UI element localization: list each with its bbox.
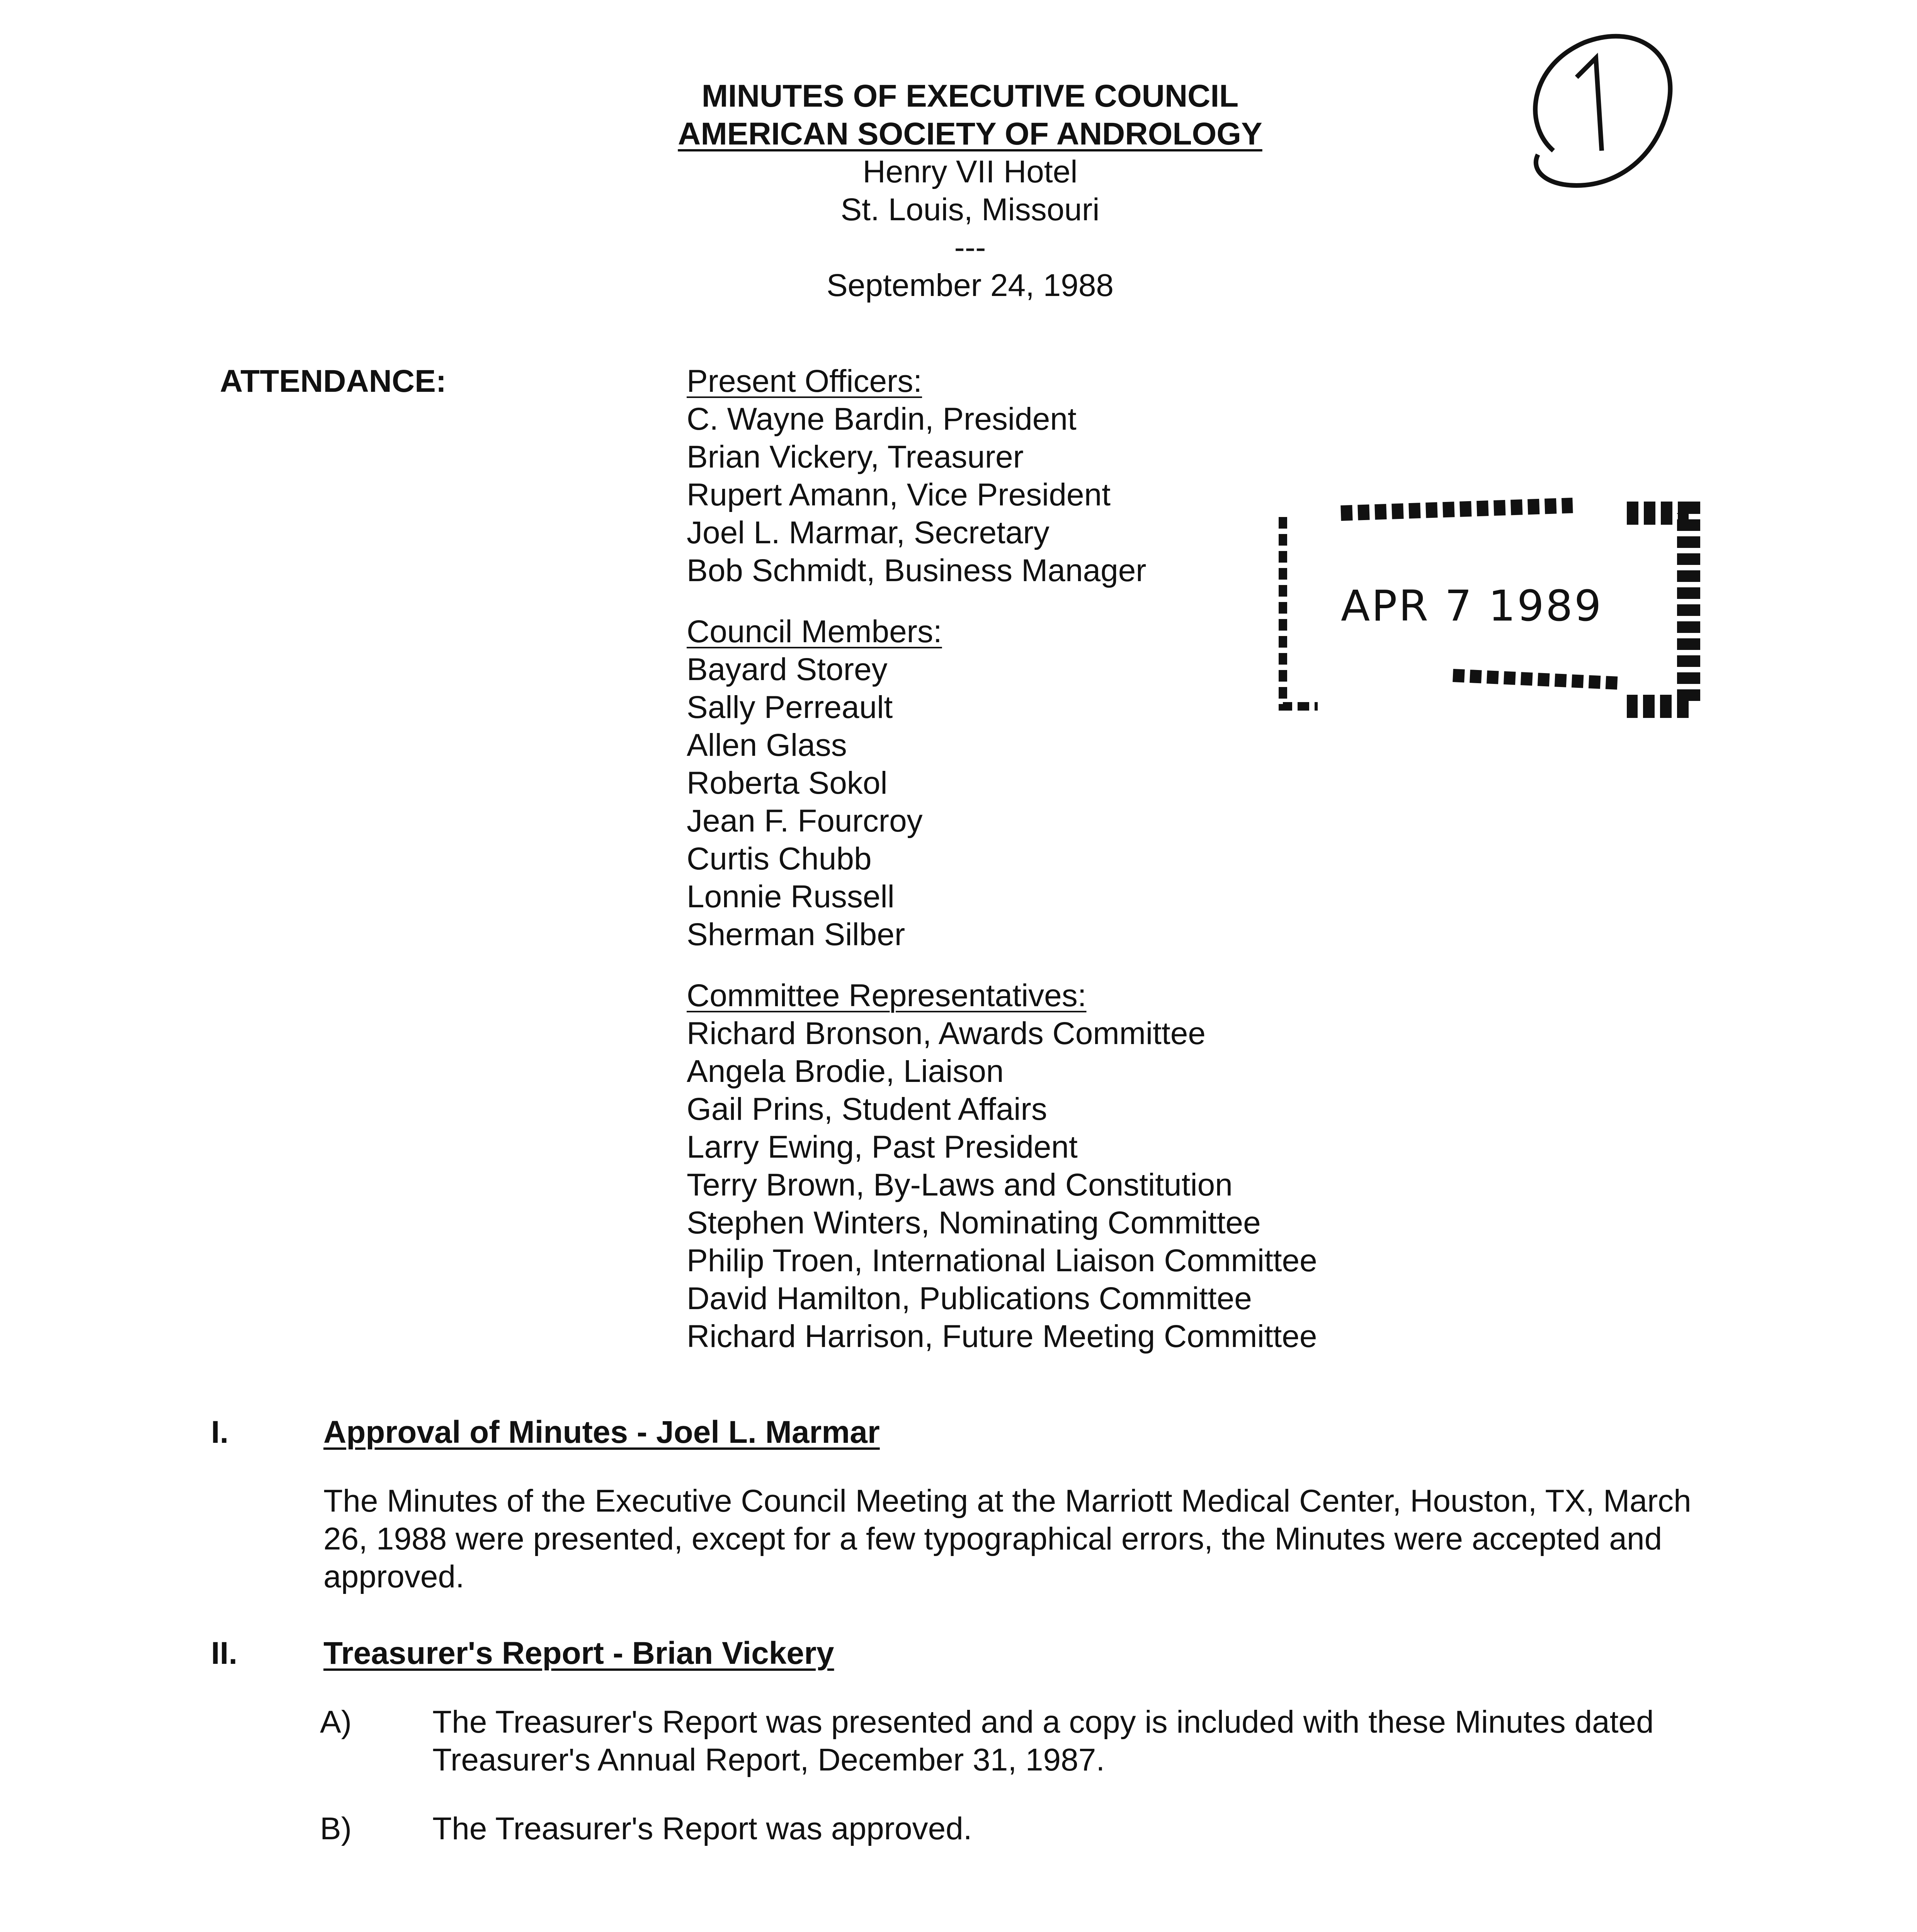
council-heading: Council Members: — [687, 614, 942, 649]
item-b-text: The Treasurer's Report was approved. — [432, 1811, 972, 1846]
meeting-date: September 24, 1988 — [826, 268, 1114, 303]
circled-page-number-annotation — [1507, 23, 1692, 209]
officers-heading: Present Officers: — [687, 364, 922, 399]
section-2-numeral: II. — [211, 1636, 238, 1671]
section-1-header — [0, 1413, 1917, 1451]
council-member: Sally Perreault — [687, 690, 893, 725]
council-member: Bayard Storey — [687, 652, 888, 687]
council-member: Allen Glass — [687, 728, 847, 763]
item-b-marker: B) — [320, 1811, 352, 1846]
committee-rep: Angela Brodie, Liaison — [687, 1054, 1004, 1089]
separator: --- — [954, 230, 986, 265]
item-a-marker: A) — [320, 1704, 352, 1740]
committee-heading: Committee Representatives: — [687, 978, 1087, 1013]
council-member: Sherman Silber — [687, 917, 905, 952]
committee-rep: Terry Brown, By-Laws and Constitution — [687, 1167, 1233, 1202]
section-2-heading: Treasurer's Report - Brian Vickery — [323, 1636, 834, 1671]
item-b — [0, 1810, 1917, 1848]
committee-rep: David Hamilton, Publications Committee — [687, 1281, 1252, 1316]
attendance-section — [0, 362, 1917, 1355]
officer: Brian Vickery, Treasurer — [687, 439, 1024, 474]
section-2-header — [0, 1634, 1917, 1672]
received-date-stamp — [1271, 490, 1704, 724]
council-member: Jean F. Fourcroy — [687, 803, 923, 838]
council-member: Curtis Chubb — [687, 841, 872, 876]
committee-rep: Gail Prins, Student Affairs — [687, 1092, 1047, 1127]
committee-rep: Richard Bronson, Awards Committee — [687, 1016, 1206, 1051]
item-a — [0, 1703, 1917, 1779]
committee-rep: Stephen Winters, Nominating Committee — [687, 1205, 1261, 1240]
officer: C. Wayne Bardin, President — [687, 401, 1077, 437]
committee-rep: Richard Harrison, Future Meeting Committee — [687, 1319, 1317, 1354]
title-line-2: AMERICAN SOCIETY OF ANDROLOGY — [678, 116, 1262, 151]
committee-list — [687, 977, 1917, 1355]
committee-rep: Philip Troen, International Liaison Committee — [687, 1243, 1317, 1278]
section-1-heading: Approval of Minutes - Joel L. Marmar — [323, 1415, 880, 1450]
officer: Bob Schmidt, Business Manager — [687, 553, 1146, 588]
section-1-numeral: I. — [211, 1415, 229, 1450]
officer: Rupert Amann, Vice President — [687, 477, 1111, 512]
venue: Henry VII Hotel — [862, 154, 1078, 189]
council-member: Roberta Sokol — [687, 765, 888, 801]
city: St. Louis, Missouri — [840, 192, 1100, 227]
item-a-text: The Treasurer's Report was presented and a copy is included with these Minutes dated Treasurer's Annual Report, December 31, 1987. — [432, 1704, 1654, 1777]
stamp-date: APR 7 1989 — [1341, 581, 1603, 631]
title-line-1: MINUTES OF EXECUTIVE COUNCIL — [701, 78, 1239, 114]
committee-rep: Larry Ewing, Past President — [687, 1129, 1078, 1165]
section-1-body: The Minutes of the Executive Council Meeting at the Marriott Medical Center, Houston, TX, March 26, 1988 were presented, except for a few typographical errors, the Minutes were accepted and approved. — [323, 1483, 1691, 1594]
council-member: Lonnie Russell — [687, 879, 895, 914]
officer: Joel L. Marmar, Secretary — [687, 515, 1050, 550]
attendance-label: ATTENDANCE: — [220, 364, 447, 399]
